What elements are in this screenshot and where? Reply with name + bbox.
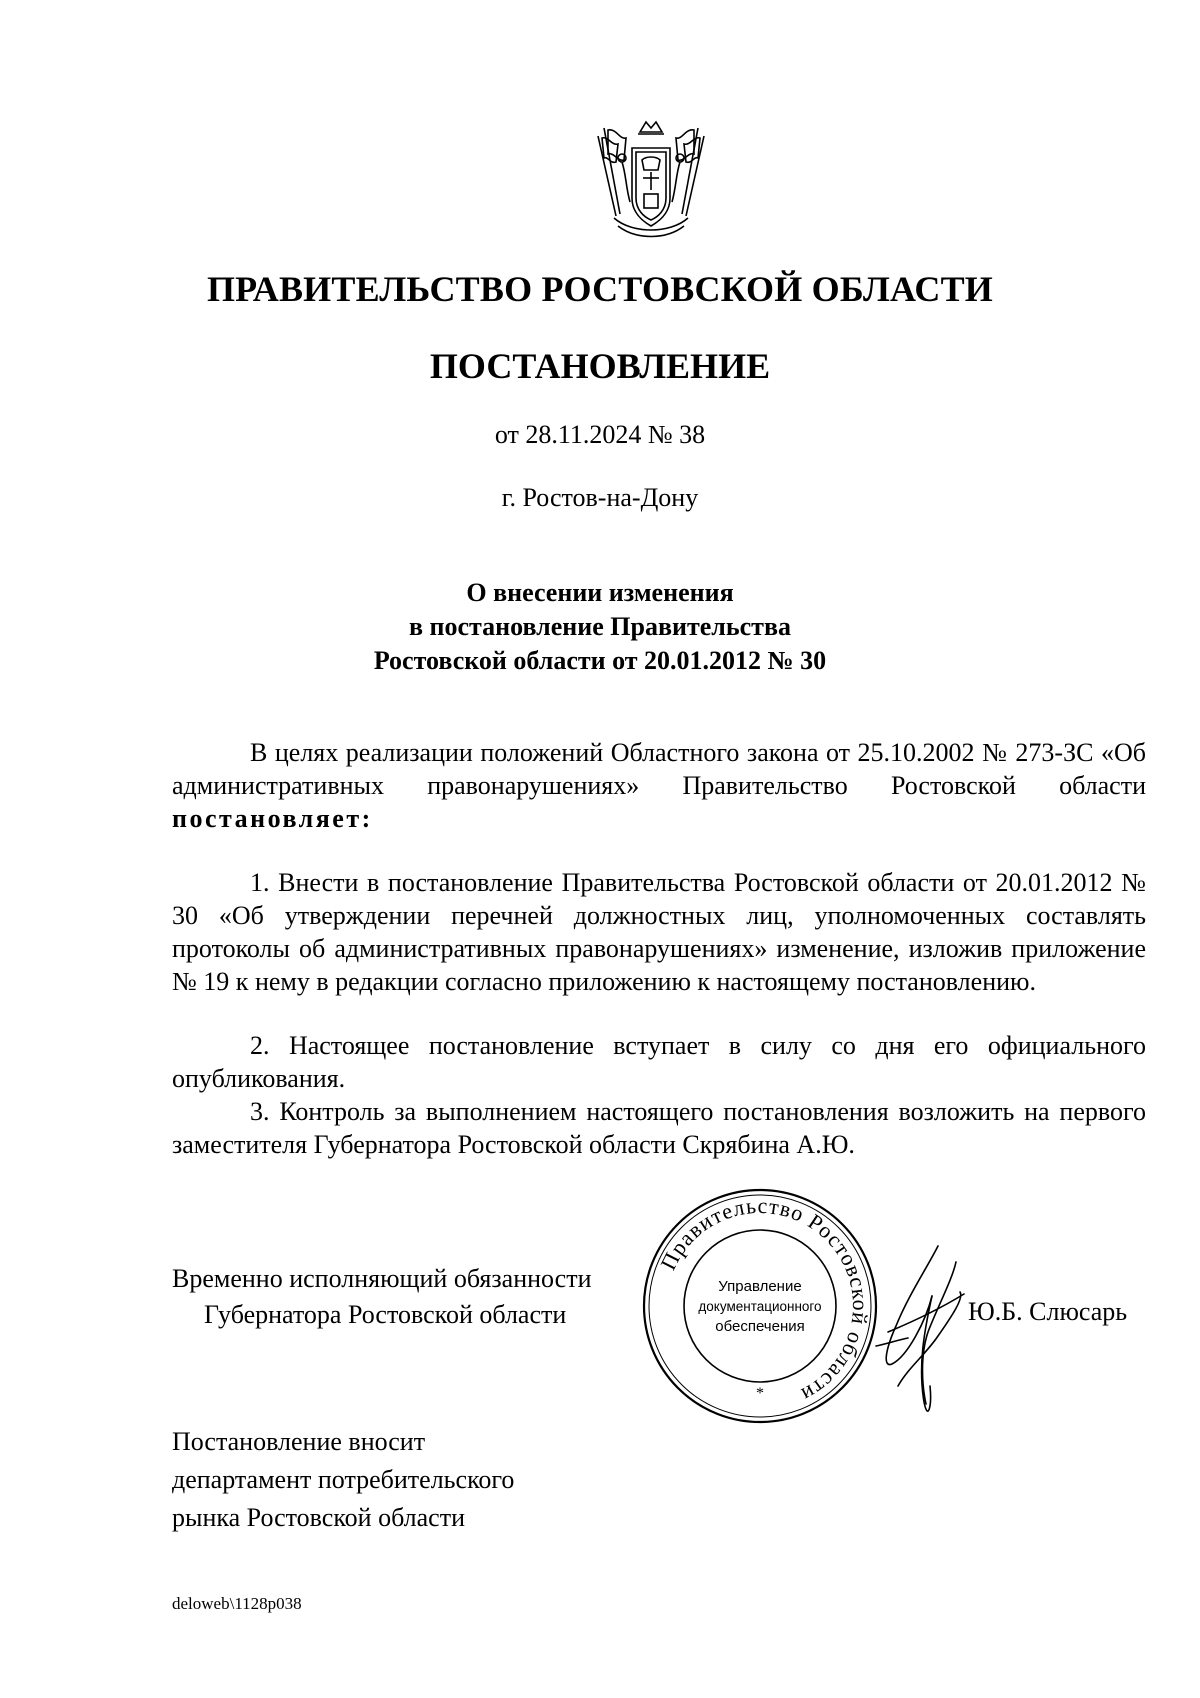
item-1-paragraph: 1. Внести в постановление Правительства Ростовской области от 20.01.2012 № 30 «Об утверждении перечней должностных лиц, уполномоченных составлять протоколы об административных правонарушениях» изменение, изложив приложение № 19 к нему в редакции согласно приложению к настоящему постановлению. (172, 868, 1146, 996)
footer-document-code: deloweb\1128p038 (172, 1594, 302, 1613)
item-2-paragraph: 2. Настоящее постановление вступает в силу со дня его официального опубликования. (172, 1031, 1146, 1093)
document-subject (0, 576, 1200, 678)
organization-title: ПРАВИТЕЛЬСТВО РОСТОВСКОЙ ОБЛАСТИ (206, 269, 994, 309)
seal-star-icon: * (756, 1385, 764, 1402)
seal-center-line: Управление (718, 1278, 802, 1295)
submitter-line: департамент потребительского (172, 1465, 515, 1494)
item-3-paragraph: 3. Контроль за выполнением настоящего постановления возложить на первого заместителя Губернатора Ростовской области Скрябина А.Ю. (172, 1097, 1146, 1159)
position-line: Губернатора Ростовской области (204, 1300, 567, 1329)
handwritten-signature (868, 1236, 1018, 1426)
coat-of-arms-emblem (596, 118, 706, 240)
signatory-name: Ю.Б. Слюсарь (968, 1297, 1128, 1326)
seal-center-line: обеспечения (715, 1318, 805, 1335)
submitter-line: рынка Ростовской области (172, 1503, 465, 1532)
subject-line: в постановление Правительства (408, 612, 791, 641)
submitter-block (172, 1423, 514, 1537)
preamble-paragraph (172, 736, 1146, 835)
subject-line: Ростовской области от 20.01.2012 № 30 (373, 646, 827, 675)
submitter-line: Постановление вносит (172, 1427, 426, 1456)
position-line: Временно исполняющий обязанности (172, 1264, 592, 1293)
document-date-number: от 28.11.2024 № 38 (494, 420, 706, 449)
preamble-text: В целях реализации положений Областного закона от 25.10.2002 № 273-ЗС «Об административных правонарушениях» Правительство Ростовской области (172, 738, 1146, 800)
document-place: г. Ростов-на-Дону (501, 483, 699, 512)
document-type: ПОСТАНОВЛЕНИЕ (429, 346, 771, 386)
subject-line: О внесении изменения (466, 578, 734, 607)
official-seal (640, 1186, 880, 1426)
seal-ring-text: Правительство Ростовской области (655, 1192, 874, 1409)
signatory-position (172, 1261, 592, 1333)
decree-word: постановляет: (172, 804, 373, 833)
seal-center-line: документационного (698, 1299, 822, 1314)
